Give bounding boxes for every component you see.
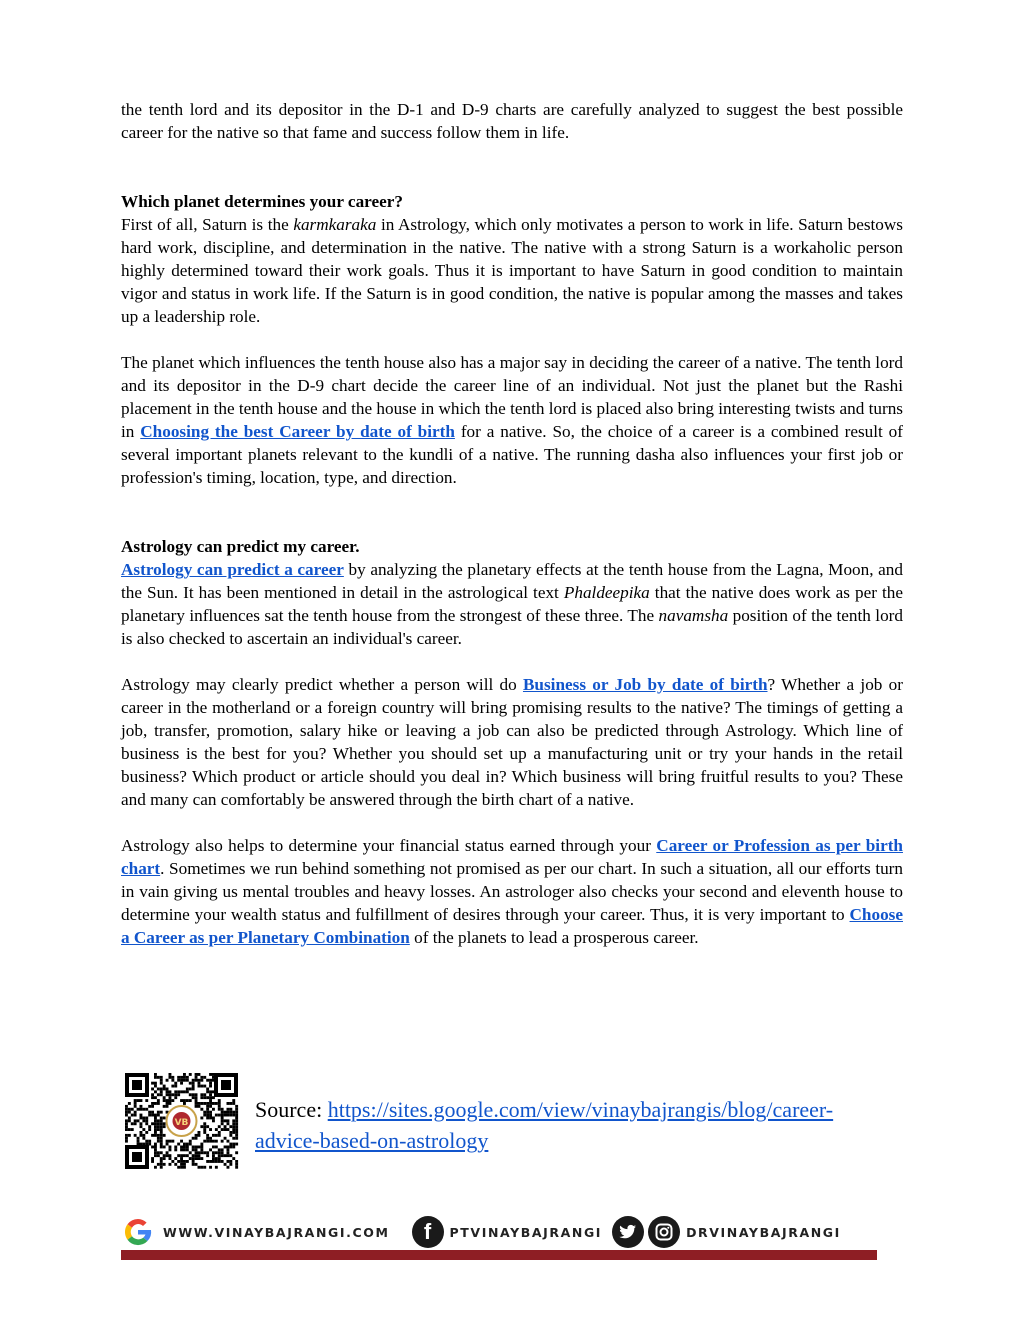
instagram-icon[interactable]: [648, 1216, 680, 1248]
section-heading-planet: Which planet determines your career?: [121, 192, 403, 211]
link-astrology-predict[interactable]: Astrology can predict a career: [121, 560, 344, 579]
paragraph-business-job: Astrology may clearly predict whether a person will do Business or Job by date of birth? Whether a job or career in the motherland or a foreign country will bring promising results to the native? The timings of getting a job, transfer, promotion, salary hike or leaving a job can also be predicted through Astrology. Which line of business is the best for you? Whether you should set up a manufacturing unit or try your hands in the retail business? Which product or article should you deal in? Which business will bring fruitful results to you? These and many can comfortably be answered through the birth chart of a native.: [121, 675, 903, 809]
footer-website[interactable]: WWW.VINAYBAJRANGI.COM: [163, 1224, 390, 1240]
facebook-icon[interactable]: f: [412, 1216, 444, 1248]
svg-text:VB: VB: [174, 1118, 189, 1128]
source-block: [121, 1068, 903, 1178]
link-choose-career-planetary[interactable]: Choose a Career as per Planetary Combination: [121, 905, 903, 947]
link-career-profession[interactable]: Career or Profession as per birth chart: [121, 836, 903, 878]
term-navamsha: navamsha: [658, 606, 729, 625]
term-phaldeepika: Phaldeepika: [563, 583, 650, 602]
intro-paragraph: the tenth lord and its depositor in the D-1 and D-9 charts are carefully analyzed to suggest the best possible career for the native so that fame and success follow them in life.: [121, 100, 903, 142]
source-citation: Source: https://sites.google.com/view/vinaybajrangis/blog/career-advice-based-on-astrology: [255, 1097, 834, 1153]
paragraph-predict-career: Astrology can predict a career by analyzing the planetary effects at the tenth house from the Lagna, Moon, and the Sun. It has been mentioned in detail in the astrological text Phaldeepika that the native does work as per the planetary influences sat the tenth house from the strongest of these three. The navamsha position of the tenth lord is also checked to ascertain an individual's career.: [121, 560, 903, 648]
footer-bar: [121, 1250, 877, 1260]
link-choosing-career[interactable]: Choosing the best Career by date of birth: [140, 422, 455, 441]
paragraph-tenth-house: The planet which influences the tenth house also has a major say in deciding the career of a native. The tenth lord and its depositor in the D-9 chart decide the career line of an individual. Not just the planet but the Rashi placement in the tenth house and the house in which the tenth lord is placed also bring interesting twists and turns in Choosing the best Career by date of birth for a native. So, the choice of a career is a combined result of several important planets relevant to the kundli of a native. The running dasha also influences your first job or profession's timing, location, type, and direction.: [121, 353, 903, 487]
source-link[interactable]: https://sites.google.com/view/vinaybajrangis/blog/career-advice-based-on-astrology: [255, 1097, 834, 1153]
term-karmkaraka: karmkaraka: [293, 215, 377, 234]
link-business-or-job[interactable]: Business or Job by date of birth: [522, 675, 768, 694]
paragraph-saturn: First of all, Saturn is the karmkaraka in Astrology, which only motivates a person to work in life. Saturn bestows hard work, discipline, and determination in the native. The native with a strong Saturn is a workaholic person highly determined toward their work goals. Thus it is important to have Saturn in good condition to maintain vigor and status in work life. If the Saturn is in good condition, the native is popular among the masses and takes up a leadership role.: [121, 215, 903, 326]
footer-social-handle[interactable]: DRVINAYBAJRANGI: [686, 1224, 841, 1240]
section-heading-predict: Astrology can predict my career.: [121, 537, 360, 556]
footer-facebook-handle[interactable]: PTVINAYBAJRANGI: [449, 1224, 603, 1240]
google-icon: [121, 1215, 155, 1249]
document-body: [121, 98, 903, 949]
twitter-icon[interactable]: [612, 1216, 644, 1248]
qr-code-icon: [123, 1071, 240, 1171]
paragraph-financial-status: Astrology also helps to determine your financial status earned through your Career or Profession as per birth chart. Sometimes we run behind something not promised as per our chart. In such a situation, all our efforts turn in vain giving us mental troubles and heavy losses. An astrologer also checks your second and eleventh house to determine your wealth status and fulfillment of desires through your career. Thus, it is very important to Choose a Career as per Planetary Combination of the planets to lead a prosperous career.: [121, 836, 903, 947]
footer-banner: [121, 1212, 877, 1262]
